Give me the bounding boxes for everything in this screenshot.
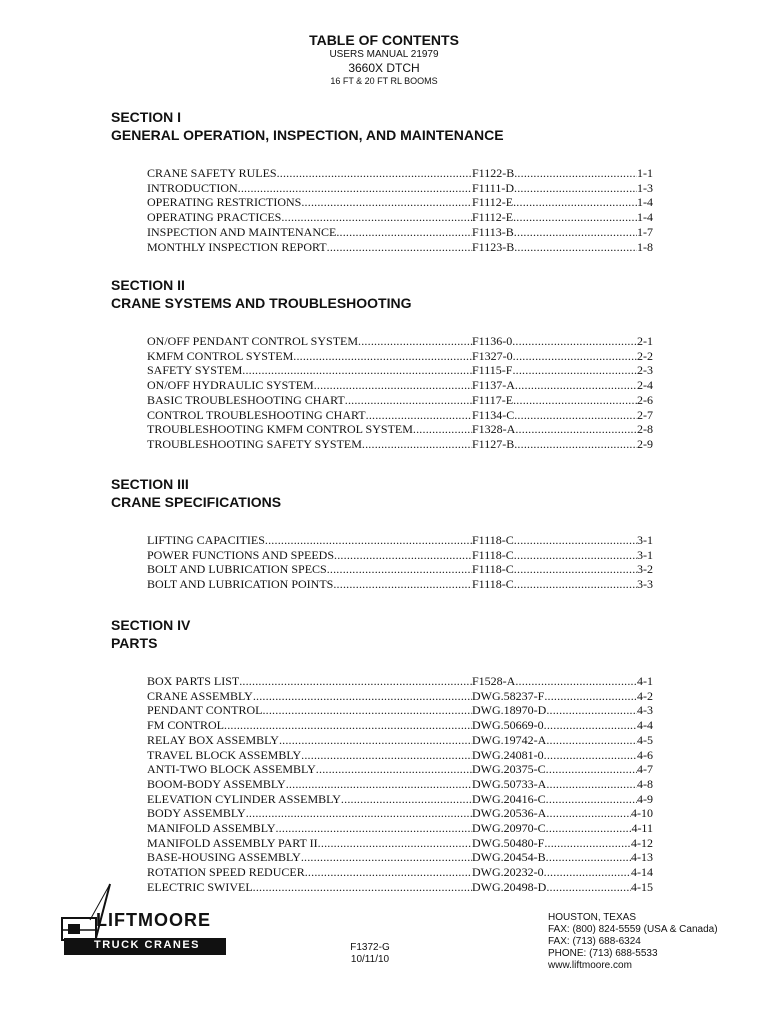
toc-entry-name-cell [147, 533, 472, 548]
leader-dots [515, 422, 637, 437]
leader-dots [301, 850, 472, 865]
toc-entry-code: F1122-B [472, 166, 515, 180]
toc-entry [147, 821, 653, 836]
leader-dots [544, 748, 637, 763]
toc-entry-code: F1112-E [472, 210, 514, 225]
toc-entry-name-cell [147, 689, 472, 704]
section-title: CRANE SPECIFICATIONS [111, 494, 282, 510]
toc-entry-name: SAFETY SYSTEM [147, 363, 243, 378]
leader-dots [334, 548, 472, 563]
toc-entry-name-cell [147, 548, 472, 563]
logo-bar [64, 938, 226, 955]
toc-entry-code: F1328-A [472, 422, 516, 437]
leader-dots [514, 166, 637, 181]
toc-entry [147, 548, 653, 563]
toc-entry-ref-cell [472, 408, 653, 423]
toc-list [147, 674, 653, 895]
toc-entry-ref-cell [472, 548, 653, 563]
leader-dots [341, 792, 472, 807]
toc-entry-page: 2-7 [637, 407, 653, 422]
toc-entry-name-cell [147, 166, 472, 181]
leader-dots [253, 689, 472, 704]
toc-entry [147, 408, 653, 423]
toc-entry-name: MANIFOLD ASSEMBLY PART II [147, 835, 318, 850]
leader-dots [514, 240, 637, 255]
toc-entry-ref-cell [472, 850, 653, 865]
page-title: TABLE OF CONTENTS [309, 32, 459, 48]
section-label: SECTION III [111, 476, 189, 492]
toc-entry [147, 166, 653, 181]
toc-entry-page: 3-1 [637, 547, 653, 562]
leader-dots [544, 865, 631, 880]
toc-entry-name: ELEVATION CYLINDER ASSEMBLY [147, 791, 341, 806]
toc-entry-ref-cell [472, 821, 653, 836]
toc-entry-ref-cell [472, 674, 653, 689]
leader-dots [513, 393, 637, 408]
toc-entry-ref-cell [472, 181, 653, 196]
toc-entry-code: F1123-B [472, 239, 515, 254]
toc-entry [147, 836, 653, 851]
leader-dots [224, 718, 472, 733]
toc-entry [147, 762, 653, 777]
toc-entry-ref-cell [472, 762, 653, 777]
leader-dots [262, 703, 472, 718]
leader-dots [316, 762, 472, 777]
section-title: PARTS [111, 635, 158, 651]
toc-entry-ref-cell [472, 748, 653, 763]
leader-dots [293, 349, 472, 364]
toc-entry-code: DWG.20232-0 [472, 865, 544, 880]
leader-dots [327, 562, 472, 577]
toc-entry [147, 806, 653, 821]
toc-entry [147, 792, 653, 807]
toc-entry-page: 4-7 [637, 762, 653, 777]
leader-dots [286, 777, 472, 792]
leader-dots [281, 210, 472, 225]
toc-entry-page: 2-8 [637, 422, 653, 437]
toc-entry [147, 689, 653, 704]
toc-entry-ref-cell [472, 437, 653, 452]
toc-entry-ref-cell [472, 166, 653, 181]
toc-entry-ref-cell [472, 378, 653, 393]
logo-wordmark: LIFTMOORE [96, 910, 211, 930]
leader-dots [515, 378, 637, 393]
leader-dots [546, 733, 637, 748]
toc-entry-code: DWG.24081-0 [472, 747, 544, 762]
toc-entry-page: 4-9 [637, 791, 653, 806]
leader-dots [253, 880, 472, 895]
leader-dots [366, 408, 472, 423]
leader-dots [546, 821, 632, 836]
toc-entry-name-cell [147, 733, 472, 748]
document-number-block [330, 942, 410, 966]
toc-entry-code: F1118-C [472, 562, 514, 577]
toc-entry-name-cell [147, 349, 472, 364]
toc-entry-ref-cell [472, 836, 653, 851]
leader-dots [238, 181, 472, 196]
toc-entry-code: DWG.19742-A [472, 732, 547, 747]
toc-entry-name: BOOM-BODY ASSEMBLY [147, 776, 286, 791]
section-label: SECTION II [111, 277, 185, 293]
toc-entry-name-cell [147, 562, 472, 577]
toc-entry-ref-cell [472, 393, 653, 408]
leader-dots [305, 865, 472, 880]
toc-entry [147, 748, 653, 763]
leader-dots [514, 408, 637, 423]
toc-entry-code: F1117-E [472, 392, 514, 407]
toc-entry-ref-cell [472, 225, 653, 240]
toc-entry-name: MANIFOLD ASSEMBLY [147, 821, 276, 836]
toc-entry-page: 3-2 [637, 562, 653, 577]
toc-entry-name-cell [147, 225, 472, 240]
toc-entry-name-cell [147, 865, 472, 880]
toc-entry-ref-cell [472, 349, 653, 364]
toc-entry [147, 577, 653, 592]
leader-dots [327, 240, 472, 255]
toc-entry-name: BOLT AND LUBRICATION SPECS [147, 562, 327, 577]
toc-entry-page: 1-4 [637, 195, 653, 210]
toc-entry-code: DWG.20970-C [472, 821, 546, 836]
toc-entry-code: DWG.20454-B [472, 850, 546, 865]
leader-dots [239, 674, 472, 689]
leader-dots [544, 718, 637, 733]
toc-entry-ref-cell [472, 865, 653, 880]
toc-entry-ref-cell [472, 806, 653, 821]
toc-entry-page: 4-8 [637, 776, 653, 791]
toc-entry-page: 1-4 [637, 210, 653, 225]
toc-entry-name: CRANE SAFETY RULES [147, 166, 277, 180]
toc-entry-code: F1115-F [472, 363, 513, 378]
section-1 [111, 108, 671, 254]
toc-entry-code: DWG.50480-F [472, 835, 545, 850]
toc-entry-page: 4-4 [637, 718, 653, 733]
toc-entry-page: 2-9 [637, 436, 653, 451]
leader-dots [362, 437, 472, 452]
toc-entry [147, 777, 653, 792]
toc-entry [147, 422, 653, 437]
leader-dots [345, 393, 472, 408]
toc-entry-page: 1-1 [637, 166, 653, 180]
leader-dots [514, 577, 637, 592]
toc-entry-code: F1127-B [472, 436, 515, 451]
toc-entry-code: F1528-A [472, 674, 516, 688]
toc-entry-name-cell [147, 378, 472, 393]
toc-entry-name-cell [147, 393, 472, 408]
toc-entry-ref-cell [472, 562, 653, 577]
toc-entry-name: OPERATING PRACTICES [147, 210, 282, 225]
toc-entry-ref-cell [472, 777, 653, 792]
toc-entry-name: BOLT AND LUBRICATION POINTS [147, 577, 334, 592]
toc-entry-code: F1113-B [472, 224, 514, 239]
toc-entry-name: INTRODUCTION [147, 180, 238, 195]
toc-entry-ref-cell [472, 195, 653, 210]
toc-entry-page: 2-1 [637, 334, 653, 348]
manual-number: USERS MANUAL 21979 [329, 49, 439, 60]
toc-entry-page: 1-3 [637, 180, 653, 195]
toc-entry-code: DWG.20416-C [472, 791, 546, 806]
leader-dots [546, 777, 637, 792]
boom-description: 16 FT & 20 FT RL BOOMS [330, 76, 438, 86]
leader-dots [314, 378, 472, 393]
toc-entry-name-cell [147, 210, 472, 225]
toc-entry-page: 1-8 [637, 239, 653, 254]
toc-entry-name: PENDANT CONTROL [147, 703, 263, 718]
toc-entry [147, 378, 653, 393]
leader-dots [275, 821, 472, 836]
document-number: F1372-G [350, 942, 390, 953]
toc-entry-page: 2-2 [637, 348, 653, 363]
toc-entry-page: 3-3 [637, 577, 653, 592]
leader-dots [546, 703, 637, 718]
toc-entry-code: DWG.20375-C [472, 762, 546, 777]
liftmoore-logo [60, 880, 230, 962]
toc-entry-name: LIFTING CAPACITIES [147, 533, 265, 547]
toc-entry-page: 4-2 [637, 688, 653, 703]
section-label: SECTION IV [111, 617, 191, 633]
toc-entry-name-cell [147, 718, 472, 733]
toc-entry [147, 195, 653, 210]
leader-dots [514, 437, 637, 452]
toc-entry-page: 4-13 [631, 850, 653, 865]
toc-entry-name-cell [147, 577, 472, 592]
toc-list [147, 533, 653, 592]
toc-entry-code: DWG.50733-A [472, 776, 547, 791]
leader-dots [546, 792, 637, 807]
toc-entry-name: BASE-HOUSING ASSEMBLY [147, 850, 301, 865]
toc-entry-name-cell [147, 240, 472, 255]
toc-entry [147, 865, 653, 880]
leader-dots [301, 748, 472, 763]
toc-entry-page: 2-3 [637, 363, 653, 378]
toc-entry [147, 240, 653, 255]
toc-entry-name: ELECTRIC SWIVEL [147, 879, 253, 894]
section-4 [111, 616, 671, 895]
toc-entry-name: INSPECTION AND MAINTENANCE [147, 224, 337, 239]
toc-entry-ref-cell [472, 533, 653, 548]
toc-entry-page: 4-3 [637, 703, 653, 718]
toc-entry [147, 349, 653, 364]
toc-entry-page: 4-5 [637, 732, 653, 747]
leader-dots [546, 880, 631, 895]
toc-entry-page: 4-11 [631, 821, 653, 836]
toc-entry-name: ANTI-TWO BLOCK ASSEMBLY [147, 762, 316, 777]
toc-entry [147, 674, 653, 689]
leader-dots [513, 210, 637, 225]
toc-entry-page: 1-7 [637, 224, 653, 239]
document-header [0, 32, 768, 87]
toc-entry-name-cell [147, 334, 472, 349]
toc-entry-code: F1137-A [472, 378, 515, 393]
toc-entry [147, 703, 653, 718]
toc-entry-ref-cell [472, 334, 653, 349]
leader-dots [513, 195, 637, 210]
section-3 [111, 475, 671, 592]
toc-entry-name-cell [147, 762, 472, 777]
toc-entry-name: POWER FUNCTIONS AND SPEEDS [147, 547, 335, 562]
toc-entry-name-cell [147, 850, 472, 865]
leader-dots [333, 577, 472, 592]
toc-entry-ref-cell [472, 718, 653, 733]
toc-entry-page: 2-4 [637, 378, 653, 393]
toc-entry-code: F1112-E [472, 195, 514, 210]
toc-entry [147, 733, 653, 748]
toc-entry-ref-cell [472, 689, 653, 704]
leader-dots [546, 806, 631, 821]
leader-dots [514, 548, 637, 563]
toc-entry-name: KMFM CONTROL SYSTEM [147, 348, 294, 363]
toc-entry-code: DWG.58237-F [472, 688, 545, 703]
toc-entry-code: DWG.20536-A [472, 806, 547, 821]
toc-entry-name-cell [147, 363, 472, 378]
toc-entry-page: 3-1 [637, 533, 653, 547]
toc-entry-code: DWG.50669-0 [472, 718, 544, 733]
toc-entry-ref-cell [472, 733, 653, 748]
contact-line: HOUSTON, TEXAS [548, 912, 636, 923]
toc-entry-name: TROUBLESHOOTING KMFM CONTROL SYSTEM [147, 422, 413, 437]
toc-list [147, 166, 653, 254]
leader-dots [514, 225, 637, 240]
leader-dots [242, 363, 472, 378]
contact-line: FAX: (800) 824-5559 (USA & Canada) [548, 924, 718, 935]
leader-dots [512, 334, 637, 349]
leader-dots [513, 349, 637, 364]
toc-entry-ref-cell [472, 363, 653, 378]
leader-dots [301, 195, 472, 210]
toc-entry [147, 718, 653, 733]
toc-entry-page: 4-1 [637, 674, 653, 688]
section-title: GENERAL OPERATION, INSPECTION, AND MAINTENANCE [111, 127, 504, 143]
toc-entry [147, 437, 653, 452]
toc-entry-name: ON/OFF HYDRAULIC SYSTEM [147, 378, 314, 393]
leader-dots [514, 562, 637, 577]
toc-entry-name-cell [147, 748, 472, 763]
leader-dots [546, 850, 631, 865]
toc-entry-page: 4-14 [631, 865, 653, 880]
toc-entry-ref-cell [472, 422, 653, 437]
leader-dots [336, 225, 472, 240]
toc-entry-name: BASIC TROUBLESHOOTING CHART [147, 392, 345, 407]
toc-entry-name: FM CONTROL [147, 718, 225, 733]
toc-entry-page: 2-6 [637, 392, 653, 407]
toc-entry-name-cell [147, 777, 472, 792]
toc-entry-name: ON/OFF PENDANT CONTROL SYSTEM [147, 334, 359, 348]
leader-dots [246, 806, 472, 821]
toc-entry-code: F1327-0 [472, 348, 513, 363]
logo-subtext: TRUCK CRANES [94, 939, 200, 951]
toc-entry-ref-cell [472, 240, 653, 255]
toc-entry [147, 533, 653, 548]
toc-entry-name-cell [147, 792, 472, 807]
toc-entry-name: BOX PARTS LIST [147, 674, 240, 688]
toc-entry [147, 562, 653, 577]
toc-entry-name-cell [147, 703, 472, 718]
toc-entry-name: BODY ASSEMBLY [147, 806, 246, 821]
toc-entry-code: F1118-C [472, 547, 514, 562]
toc-entry [147, 363, 653, 378]
toc-entry-ref-cell [472, 210, 653, 225]
toc-entry [147, 850, 653, 865]
leader-dots [514, 533, 637, 548]
section-title: CRANE SYSTEMS AND TROUBLESHOOTING [111, 295, 412, 311]
toc-list [147, 334, 653, 452]
toc-entry-page: 4-6 [637, 747, 653, 762]
leader-dots [515, 674, 637, 689]
toc-entry [147, 210, 653, 225]
toc-entry-name-cell [147, 195, 472, 210]
toc-entry-name: OPERATING RESTRICTIONS [147, 195, 302, 210]
toc-entry-name-cell [147, 422, 472, 437]
leader-dots [279, 733, 472, 748]
contact-line: www.liftmoore.com [548, 960, 632, 971]
model-number: 3660X DTCH [348, 61, 420, 75]
toc-entry-page: 4-15 [631, 879, 653, 894]
toc-entry-code: F1118-C [472, 533, 514, 547]
toc-entry [147, 181, 653, 196]
leader-dots [546, 762, 637, 777]
toc-entry-name: TRAVEL BLOCK ASSEMBLY [147, 747, 302, 762]
toc-entry-name: CRANE ASSEMBLY [147, 688, 253, 703]
toc-entry-code: F1118-C [472, 577, 514, 592]
toc-entry-page: 4-12 [631, 835, 653, 850]
toc-entry-ref-cell [472, 792, 653, 807]
toc-entry-name: CONTROL TROUBLESHOOTING CHART [147, 407, 366, 422]
toc-entry-code: F1134-C [472, 407, 515, 422]
toc-entry-code: F1136-0 [472, 334, 513, 348]
toc-entry-ref-cell [472, 703, 653, 718]
contact-line: FAX: (713) 688-6324 [548, 936, 641, 947]
toc-entry-name-cell [147, 806, 472, 821]
toc-entry-page: 4-10 [631, 806, 653, 821]
leader-dots [277, 166, 472, 181]
toc-entry-name-cell [147, 674, 472, 689]
toc-entry-name: MONTHLY INSPECTION REPORT [147, 239, 327, 254]
toc-entry-name-cell [147, 408, 472, 423]
toc-entry-name-cell [147, 836, 472, 851]
section-label: SECTION I [111, 109, 182, 125]
toc-entry-name-cell [147, 437, 472, 452]
leader-dots [358, 334, 472, 349]
toc-entry-name: ROTATION SPEED REDUCER [147, 865, 305, 880]
toc-entry-ref-cell [472, 577, 653, 592]
toc-entry-ref-cell [472, 880, 653, 895]
toc-entry-name: RELAY BOX ASSEMBLY [147, 732, 279, 747]
document-date: 10/11/10 [350, 954, 390, 965]
toc-entry [147, 334, 653, 349]
toc-entry [147, 393, 653, 408]
toc-entry-name-cell [147, 181, 472, 196]
leader-dots [318, 836, 472, 851]
toc-entry-code: F1111-D [472, 180, 514, 195]
contact-line: PHONE: (713) 688-5533 [548, 948, 658, 959]
leader-dots [512, 363, 637, 378]
leader-dots [544, 689, 637, 704]
toc-entry-name: TROUBLESHOOTING SAFETY SYSTEM [147, 436, 362, 451]
contact-block [548, 912, 718, 972]
section-2 [111, 276, 671, 452]
leader-dots [413, 422, 472, 437]
toc-entry [147, 225, 653, 240]
leader-dots [514, 181, 637, 196]
leader-dots [544, 836, 631, 851]
toc-entry-code: DWG.18970-D [472, 703, 547, 718]
toc-entry-name-cell [147, 821, 472, 836]
leader-dots [265, 533, 472, 548]
toc-entry-code: DWG.20498-D [472, 879, 547, 894]
